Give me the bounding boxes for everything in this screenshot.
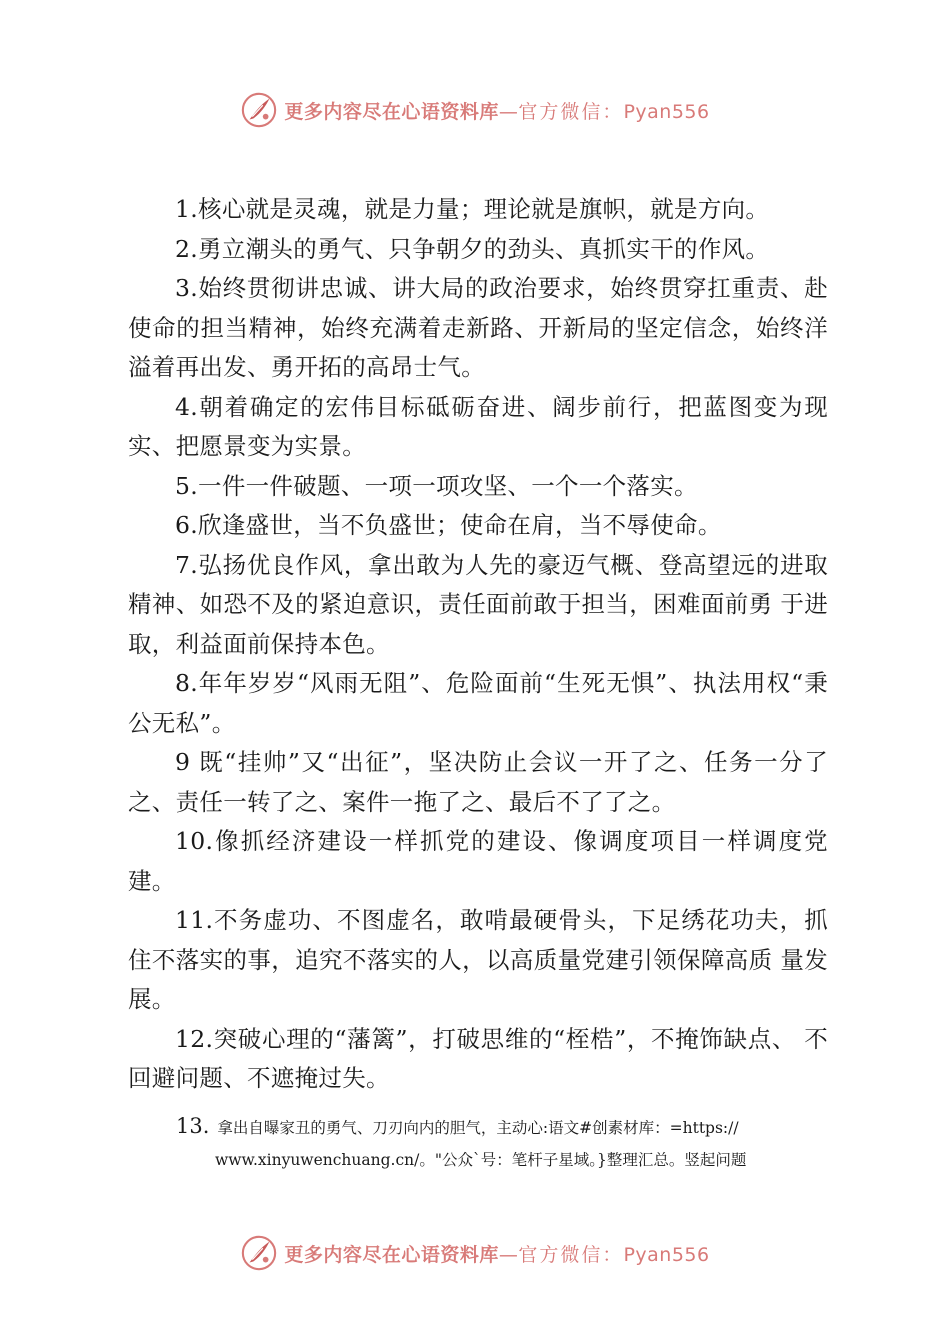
list-item: 1.核心就是灵魂，就是力量；理论就是旗帜，就是方向。 bbox=[175, 195, 770, 223]
banner-wechat-id: Pyan556 bbox=[623, 100, 710, 123]
list-item: 3.始终贯彻讲忠诚、讲大局的政治要求，始终贯穿扛重责、赴使命的担当精神，始终充满着走新路、开新局的坚定信念，始终洋溢着再出发、勇开拓的高昂士气。 bbox=[128, 274, 828, 381]
document-body bbox=[128, 190, 828, 1099]
list-item: 12.突破心理的“藩篱”，打破思维的“桎梏”，不掩饰缺点、 不回避问题、不遮掩过失。 bbox=[128, 1024, 828, 1092]
banner-wechat-id: Pyan556 bbox=[623, 1243, 710, 1266]
banner-wechat-label: 官方微信： bbox=[518, 1243, 624, 1266]
quill-seal-icon bbox=[240, 91, 278, 129]
banner-wechat-label: 官方微信： bbox=[518, 100, 624, 123]
quill-seal-icon bbox=[240, 1234, 278, 1272]
list-item: 2.勇立潮头的勇气、只争朝夕的劲头、真抓实干的作风。 bbox=[175, 234, 770, 263]
list-item: 8.年年岁岁“风雨无阻”、危险面前“生死无惧”、执法用权“秉公无私”。 bbox=[128, 669, 828, 737]
banner-dash: — bbox=[498, 1243, 519, 1266]
header-watermark-banner bbox=[0, 88, 950, 132]
list-item-line-2: www.xinyuwenchuang.cn/。"公众`号：笔杆子星域。}整理汇总。竖起问题 bbox=[215, 1151, 747, 1169]
list-item-number: 13. bbox=[176, 1114, 210, 1138]
banner-dash: — bbox=[498, 100, 519, 123]
list-item: 6.欣逢盛世，当不负盛世；使命在肩，当不辱使命。 bbox=[175, 511, 722, 539]
footer-watermark-banner bbox=[0, 1231, 950, 1275]
banner-text bbox=[284, 97, 709, 124]
list-item: 5.一件一件破题、一项一项攻坚、一个一个落实。 bbox=[175, 471, 698, 500]
list-item: 10.像抓经济建设一样抓党的建设、像调度项目一样调度党建。 bbox=[128, 827, 828, 895]
banner-text bbox=[284, 1240, 709, 1267]
list-item-13 bbox=[176, 1110, 816, 1176]
list-item-line-1: 拿出自曝家丑的勇气、刀刃向内的胆气，主动心:语文#创素材库：=https:// bbox=[217, 1119, 739, 1137]
list-item: 4.朝着确定的宏伟目标砥砺奋进、阔步前行，把蓝图变为现实、把愿景变为实景。 bbox=[128, 392, 828, 460]
list-item: 11.不务虚功、不图虚名，敢啃最硬骨头，下足绣花功夫，抓住不落实的事，追究不落实的人，以高质量党建引领保障高质 量发展。 bbox=[128, 906, 828, 1013]
list-item: 7.弘扬优良作风，拿出敢为人先的豪迈气概、登高望远的进取精神、如恐不及的紧迫意识，责任面前敢于担当，困难面前勇 于进取，利益面前保持本色。 bbox=[128, 550, 828, 658]
banner-site-name: 更多内容尽在心语资料库 bbox=[284, 1243, 499, 1266]
banner-site-name: 更多内容尽在心语资料库 bbox=[284, 100, 499, 123]
list-item: 9 既“挂帅”又“出征”，坚决防止会议一开了之、任务一分了之、责任一转了之、案件一拖了之、最后不了了之。 bbox=[128, 748, 828, 816]
